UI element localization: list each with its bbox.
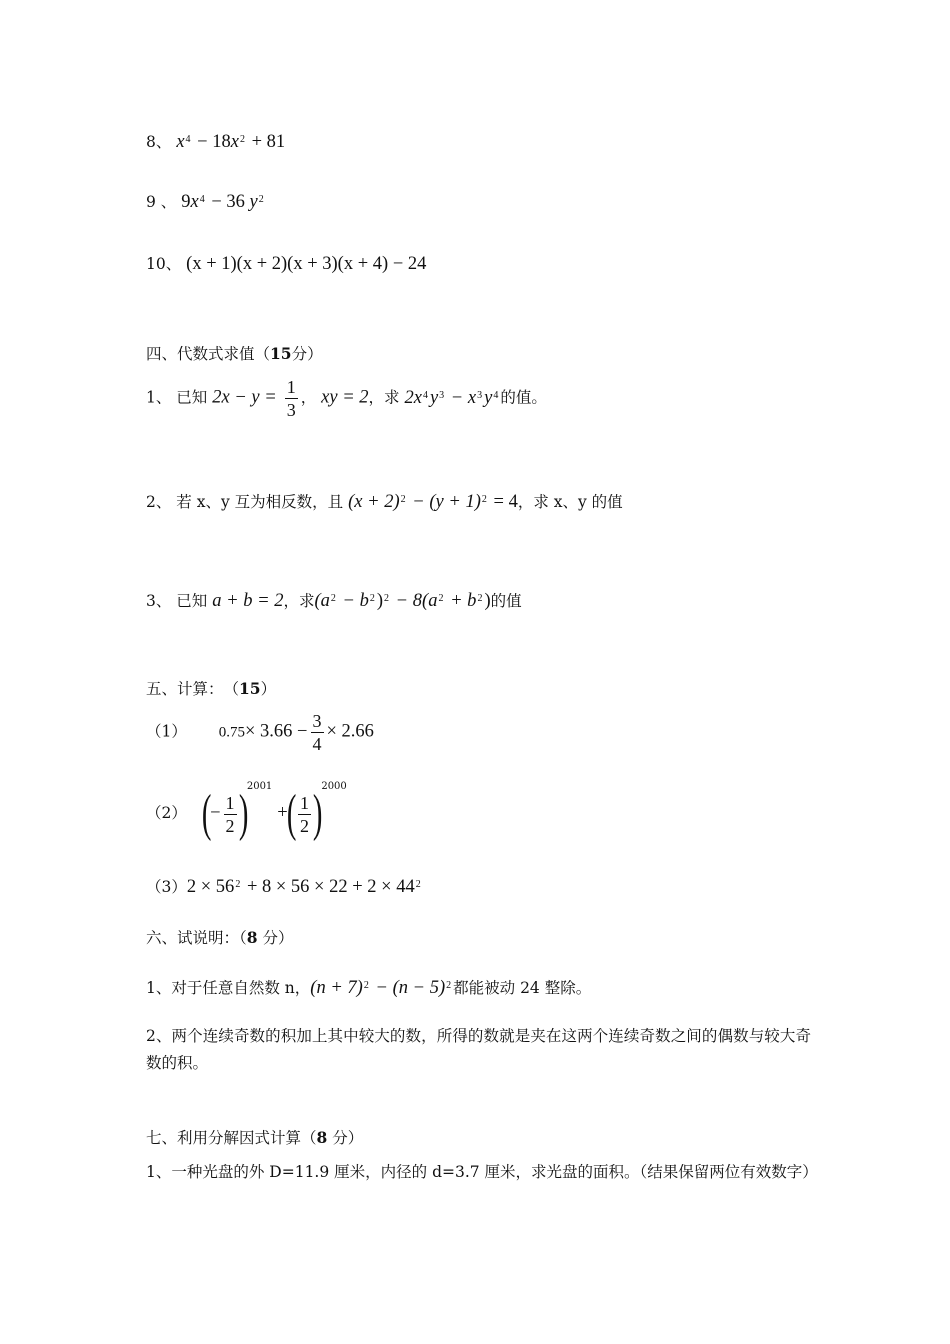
question-number: 8、 [146, 133, 172, 151]
math-text: − [210, 803, 221, 823]
exponent: 2 [477, 593, 483, 604]
math-text: y [249, 192, 258, 212]
math-text: y [484, 387, 493, 408]
section-5-heading [146, 681, 276, 698]
heading-text: 七、利用分解因式计算（ [146, 1129, 317, 1147]
section-4-heading [146, 346, 323, 363]
section-6-question-2: 2、两个连续奇数的积加上其中较大的数，所得的数就是夹在这两个连续奇数之间的偶数与较大奇数的积。 [146, 1027, 811, 1072]
math-text: x [230, 132, 239, 152]
section-4-question-1 [146, 378, 547, 419]
section-5-question-3 [146, 878, 423, 897]
math-text: x [176, 132, 185, 152]
section-5-question-2 [146, 781, 347, 842]
question-number: 1、 已知 [146, 388, 208, 407]
question-10 [146, 255, 426, 274]
heading-text: 分） [291, 345, 323, 363]
section-7-heading [146, 1130, 363, 1147]
exponent: 2 [415, 879, 421, 890]
question-number: 9 、 [146, 193, 177, 211]
heading-points: 8 [246, 928, 258, 947]
math-text: + b [445, 591, 477, 611]
math-text: − 8(a [391, 591, 438, 611]
math-text: (n + 7) [310, 978, 363, 998]
left-paren: ( [286, 785, 297, 842]
section-4-question-2 [146, 493, 623, 512]
math-text: − (n − 5) [370, 978, 446, 998]
question-text: ，求 [368, 388, 405, 407]
exponent: 3 [439, 389, 445, 401]
question-text: 都能被动 24 整除。 [453, 979, 592, 997]
exponent: 4 [422, 389, 428, 401]
math-text: × 2.66 [326, 721, 374, 742]
exponent: 2 [239, 134, 245, 145]
exponent: 2 [384, 593, 390, 604]
heading-text: 六、试说明：（ [146, 929, 247, 947]
section-4-question-3 [146, 592, 522, 611]
heading-text: 五、计算： （ [146, 680, 240, 698]
section-5-question-1 [146, 712, 374, 753]
heading-text: 分） [327, 1129, 364, 1147]
math-text: + [277, 803, 288, 823]
math-text: (a [314, 591, 330, 611]
fraction-numerator: 3 [312, 711, 322, 731]
right-paren: ) [238, 785, 248, 842]
heading-text: 分） [257, 929, 294, 947]
math-text: ) [376, 591, 384, 611]
exponent: 2 [400, 494, 406, 505]
right-paren: ) [312, 785, 323, 842]
math-text: × 3.66 − [245, 721, 308, 742]
math-text: (x + 2) [348, 492, 400, 512]
fraction-numerator: 1 [286, 377, 296, 397]
exponent: 3 [477, 389, 483, 401]
exponent: 4 [185, 134, 191, 145]
fraction-numerator: 1 [300, 792, 309, 813]
math-text: − 36 [206, 192, 250, 212]
question-8 [146, 133, 285, 152]
exponent: 2 [258, 194, 264, 205]
heading-text: 四、代数式求值（ [146, 345, 271, 363]
math-text: ) [484, 591, 491, 611]
exponent: 4 [493, 389, 499, 401]
exponent: 2 [330, 593, 336, 604]
section-7-question-1: 1、一种光盘的外 D=11.9 厘米，内径的 d=3.7 厘米，求光盘的面积。（结果保留两位有效数字） [146, 1163, 818, 1181]
math-text: 9 [181, 192, 191, 212]
exponent: 2 [235, 879, 241, 890]
fraction-one-half [224, 794, 237, 835]
math-text: + 81 [246, 132, 286, 152]
math-text: − 18 [192, 132, 231, 152]
math-text: 2x [404, 387, 422, 408]
punctuation: ， [300, 388, 317, 407]
exponent: 4 [199, 194, 205, 205]
math-text: − x [446, 387, 477, 408]
exponent: 2 [438, 593, 444, 604]
left-paren: ( [201, 785, 212, 842]
fraction-denominator: 2 [300, 815, 309, 836]
math-text: y [429, 387, 439, 408]
question-number: （3） [146, 878, 187, 896]
math-text: a + b = 2 [212, 591, 284, 611]
math-text: − b [337, 591, 369, 611]
question-text: 的值 [490, 592, 522, 610]
exponent: 2000 [321, 781, 347, 792]
fraction-denominator: 4 [312, 734, 322, 754]
question-text: 3、 已知 [146, 592, 208, 610]
math-text: x [190, 192, 199, 212]
question-text: 的值。 [500, 388, 547, 407]
question-text: ，求 [283, 592, 315, 610]
question-text: ，求 x、y 的值 [517, 493, 623, 511]
fraction-one-third [285, 378, 298, 419]
exponent: 2 [363, 980, 369, 991]
heading-points: 15 [270, 344, 292, 363]
question-text: 2、 若 x、y 互为相反数，且 [146, 493, 344, 511]
question-number: （2） [146, 804, 187, 822]
fraction-numerator: 1 [225, 792, 235, 813]
fraction-three-quarters [311, 712, 324, 753]
heading-points: 15 [239, 679, 261, 698]
question-9 [146, 193, 266, 212]
math-expression: (x + 1)(x + 2)(x + 3)(x + 4) − 24 [186, 254, 427, 274]
math-text: 2x − y = [212, 387, 277, 408]
fraction-denominator: 3 [286, 400, 296, 420]
math-text: 2 × 56 [186, 877, 235, 897]
math-text: = 4 [488, 492, 518, 512]
question-number: 10、 [146, 255, 182, 273]
question-text: 1、对于任意自然数 n， [146, 979, 311, 997]
fraction-denominator: 2 [225, 815, 235, 836]
math-text: − (y + 1) [407, 492, 481, 512]
exponent: 2 [369, 593, 375, 604]
fraction-one-half [298, 794, 311, 835]
math-text: 0.75 [218, 724, 245, 741]
section-6-question-1 [146, 979, 591, 998]
exponent: 2 [481, 494, 487, 505]
heading-text: ） [260, 680, 277, 698]
exponent: 2001 [246, 781, 273, 792]
heading-points: 8 [316, 1128, 328, 1147]
math-text: + 8 × 56 × 22 + 2 × 44 [242, 877, 415, 897]
exponent: 2 [446, 980, 452, 991]
section-6-heading [146, 930, 294, 947]
question-number: （1） [146, 722, 187, 741]
math-text: xy = 2 [321, 387, 369, 408]
